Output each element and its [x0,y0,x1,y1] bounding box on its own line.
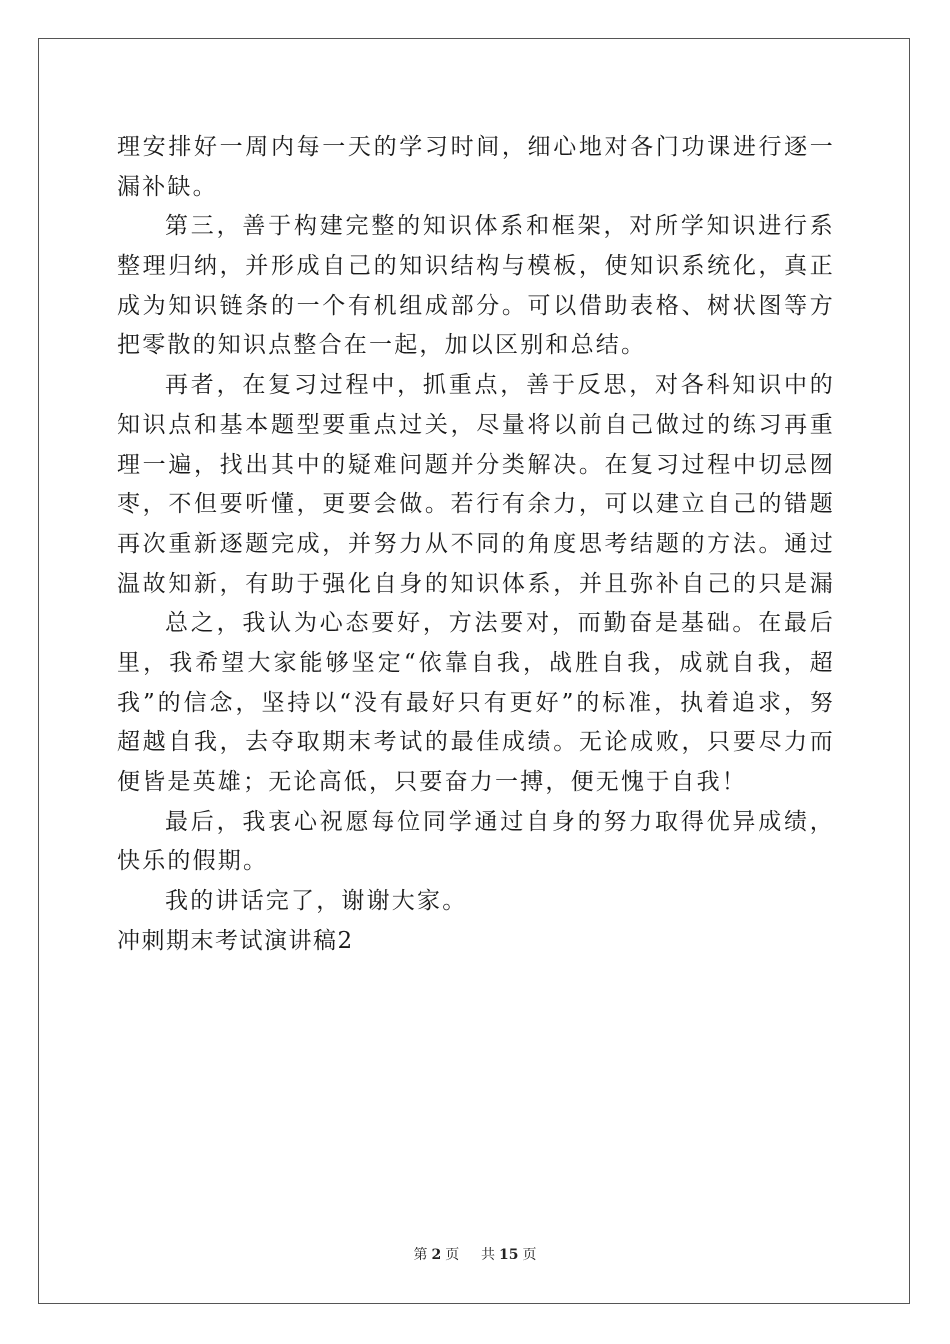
text-line: 把零散的知识点整合在一起，加以区别和总结。 [117,332,647,359]
footer-page-suffix: 页 [445,1247,460,1263]
text-line: 理安排好一周内每一天的学习时间，细心地对各门功课进行逐一 [117,134,835,160]
text-line: 温故知新，有助于强化自身的知识体系，并且弥补自己的只是漏 [117,570,835,597]
footer-prefix: 第 [413,1247,428,1263]
paragraph-first-line: 总之，我认为心态要好，方法要对，而勤奋是基础。在最后 [165,610,835,637]
text-line: 我”的信念，坚持以“没有最好只有更好”的标准，执着追求，努 [117,689,835,716]
footer-total-prefix: 共 [481,1247,496,1263]
paragraph-first-line: 再者，在复习过程中，抓重点，善于反思，对各科知识中的 [165,372,835,399]
text-line: 里，我希望大家能够坚定“依靠自我，战胜自我，成就自我，超 [117,649,835,676]
text-line: 便皆是英雄；无论高低，只要奋力一搏，便无愧于自我！ [117,769,747,795]
footer-total-suffix: 页 [522,1247,537,1263]
document-body [117,128,835,961]
page-footer [0,1244,950,1264]
section-heading: 冲刺期末考试演讲稿2 [117,927,354,954]
total-page-count: 15 [499,1247,519,1263]
text-line: 理一遍，找出其中的疑难问题并分类解决。在复习过程中切忌囫 [117,451,835,478]
paragraph-first-line: 最后，我衷心祝愿每位同学通过自身的努力取得优异成绩， [165,808,835,835]
text-line: 快乐的假期。 [117,848,269,875]
current-page-number: 2 [431,1247,442,1263]
text-line: 整理归纳，并形成自己的知识结构与模板，使知识系统化，真正 [117,253,835,280]
paragraph-first-line: 第三，善于构建完整的知识体系和框架，对所学知识进行系 [165,213,835,240]
paragraph-first-line: 我的讲话完了，谢谢大家。 [165,888,468,915]
text-line: 超越自我，去夺取期末考试的最佳成绩。无论成败，只要尽力而 [117,729,835,756]
text-line: 枣，不但要听懂，更要会做。若行有余力，可以建立自己的错题 [117,491,835,518]
text-line: 成为知识链条的一个有机组成部分。可以借助表格、树状图等方 [117,292,835,319]
text-line: 再次重新逐题完成，并努力从不同的角度思考结题的方法。通过 [117,530,835,557]
text-line: 漏补缺。 [117,173,218,200]
text-line: 知识点和基本题型要重点过关，尽量将以前自己做过的练习再重 [117,411,835,438]
